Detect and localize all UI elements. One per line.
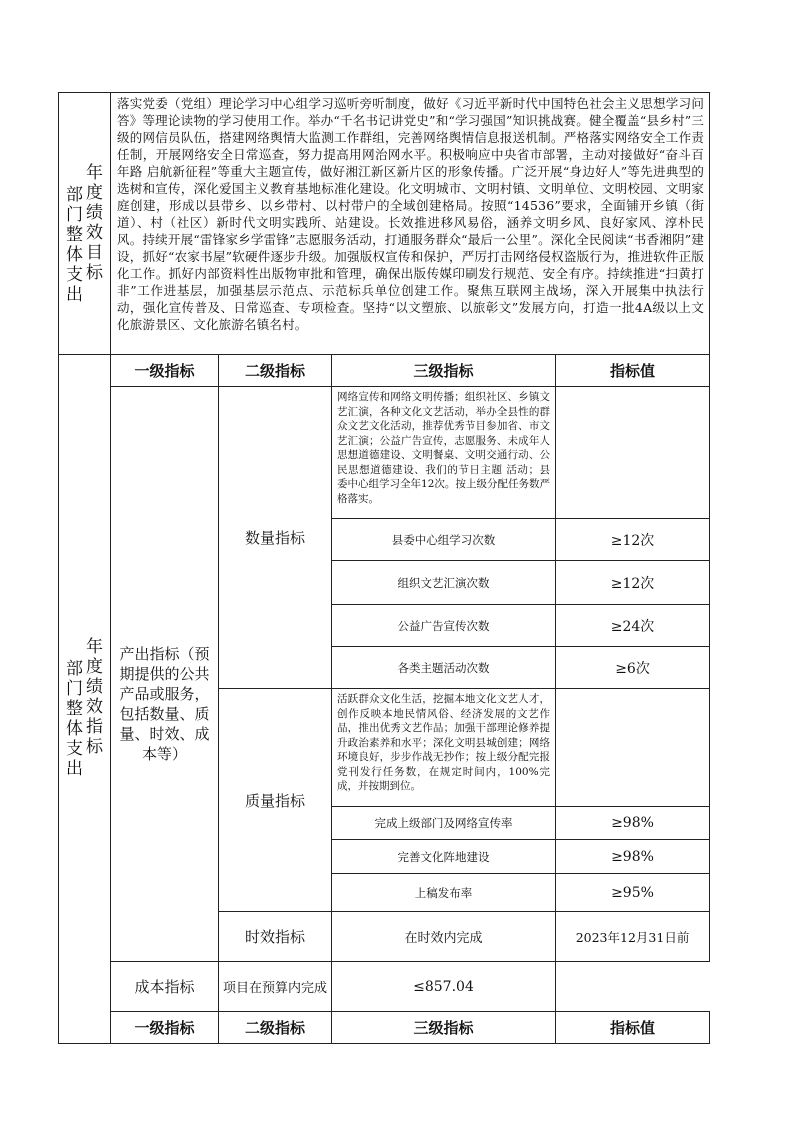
empty-value-cell [556,387,710,519]
quality-description: 活跃群众文化生活，挖掘本地文化文艺人才，创作反映本地民情风俗、经济发展的文艺作品，推出优秀文艺作品；加强干部理论修养提升政治素养和水平；深化文明县城创建；网络环境良好，步步作战无抄作；按上级分配完报党刊发行任务数，在规定时间内，100%完成，并按期到位。 [332,689,556,807]
metric-performances: 组织文艺汇演次数 [332,561,556,605]
footer-header-level1: 一级指标 [111,1012,219,1044]
vertical-label-char: 支 [66,739,83,759]
cost-value: ≤857.04 [332,962,556,1012]
metric-culture-venues: 完善文化阵地建设 [332,840,556,874]
timeliness-indicator-label: 时效指标 [219,912,332,962]
metric-publish-rate: 上稿发布率 [332,874,556,912]
empty-value-cell [556,689,710,807]
quantity-indicator-label: 数量指标 [219,387,332,689]
value-propaganda-rate: ≥98% [556,807,710,840]
footer-header-level3: 三级指标 [332,1012,556,1044]
goal-row [59,93,710,355]
header-level3: 三级指标 [332,355,556,387]
vertical-label-char: 门 [66,204,83,225]
performance-table [58,92,710,1044]
cost-indicator-label: 成本指标 [111,962,219,1012]
metric-theme-events: 各类主题活动次数 [332,647,556,689]
vertical-label-char: 绩 [86,677,103,697]
timeliness-metric: 在时效内完成 [332,912,556,962]
footer-header-row [59,1012,710,1044]
header-level2: 二级指标 [219,355,332,387]
footer-header-value: 指标值 [556,1012,710,1044]
vertical-label-char: 效 [86,697,103,717]
vertical-label-char: 体 [66,719,83,739]
header-level1: 一级指标 [111,355,219,387]
cost-metric: 项目在预算内完成 [219,962,332,1012]
value-study-sessions: ≥12次 [556,519,710,561]
metric-study-sessions: 县委中心组学习次数 [332,519,556,561]
vertical-label-char: 目 [86,242,103,263]
vertical-label-char: 门 [66,679,83,699]
quality-indicator-label: 质量指标 [219,689,332,912]
vertical-label-char: 标 [86,737,103,757]
vertical-label-char: 度 [86,657,103,677]
quantity-description: 网络宣传和网络文明传播；组织社区、乡镇文艺汇演，各种文化文艺活动，举办全县性的群众文艺文化活动，推荐优秀节目参加省、市文艺汇演；公益广告宣传，志愿服务、未成年人思想道德建设、文明餐桌、文明交通行动、公民思想道德建设、我们的节日主题 活动；县委中心组学习全年12次。按上级分配任务数严格落实。 [332,387,556,519]
vertical-label-char: 支 [66,264,83,285]
indicator-section-label [59,355,111,1044]
vertical-label-char: 整 [66,224,83,245]
vertical-label-char: 部 [66,184,83,205]
value-culture-venues: ≥98% [556,840,710,874]
value-public-ads: ≥24次 [556,605,710,647]
cost-row [59,962,710,1012]
goal-text: 落实党委（党组）理论学习中心组学习巡听旁听制度，做好《习近平新时代中国特色社会主义思想学习问答》等理论读物的学习使用工作。举办“千名书记讲党史”和“学习强国”知识挑战赛。健全覆盖“县乡村”三级的网信员队伍，搭建网络舆情大监测工作群组，完善网络舆情信息报送机制。严格落实网络安全工作责任制，开展网络安全日常巡查，努力提高用网治网水平。积极响应中央省市部署，主动对接做好“奋斗百年路 启航新征程”等重大主题宣传，做好湘江新区新片区的形象传播。广泛开展“身边好人”等先进典型的选树和宣传，深化爱国主义教育基地标准化建设。化文明城市、文明村镇、文明单位、文明校园、文明家庭创建，形成以县带乡、以乡带村、以村带户的全域创建格局。按照“14536”要求，全面铺开乡镇（街道）、村（社区）新时代文明实践所、站建设。长效推进移风易俗，涵养文明乡风、良好家风、淳朴民风。持续开展“雷锋家乡学雷锋”志愿服务活动，打通服务群众“最后一公里”。深化全民阅读“书香湘阴”建设，抓好“农家书屋”软硬件逐步升级。加强版权宣传和保护，严厉打击网络侵权盗版行为，推进软件正版化工作。抓好内部资料性出版物审批和管理，确保出版传媒印刷发行规范、安全有序。持续推进“扫黄打非”工作进基层，加强基层示范点、示范标兵单位创建工作。聚焦互联网主战场，深入开展集中执法行动，强化宣传普及、日常巡查、专项检查。坚持“以文塑旅、以旅彰文”发展方向，打造一批4A级以上文化旅游景区、文化旅游名镇名村。 [111,93,710,355]
vertical-label-char: 度 [86,182,103,203]
value-performances: ≥12次 [556,561,710,605]
metric-propaganda-rate: 完成上级部门及网络宣传率 [332,807,556,840]
vertical-label-char: 部 [66,659,83,679]
vertical-label-char: 体 [66,244,83,265]
level1-output-indicator: 产出指标（预期提供的公共产品或服务，包括数量、质量、时效、成本等） [111,387,219,962]
metric-public-ads: 公益广告宣传次数 [332,605,556,647]
goal-section-label [59,93,111,355]
vertical-label-char: 标 [86,262,103,283]
vertical-label-char: 出 [66,284,83,305]
vertical-label-char: 绩 [86,202,103,223]
header-value: 指标值 [556,355,710,387]
vertical-label-char: 整 [66,699,83,719]
quantity-description-row [59,387,710,519]
vertical-label-char: 指 [86,717,103,737]
vertical-label-char: 效 [86,222,103,243]
value-theme-events: ≥6次 [556,647,710,689]
vertical-label-char: 出 [66,759,83,779]
vertical-label-char: 年 [86,162,103,183]
vertical-label-char: 年 [86,637,103,657]
timeliness-value: 2023年12月31日前 [556,912,710,962]
value-publish-rate: ≥95% [556,874,710,912]
header-row [59,355,710,387]
footer-header-level2: 二级指标 [219,1012,332,1044]
